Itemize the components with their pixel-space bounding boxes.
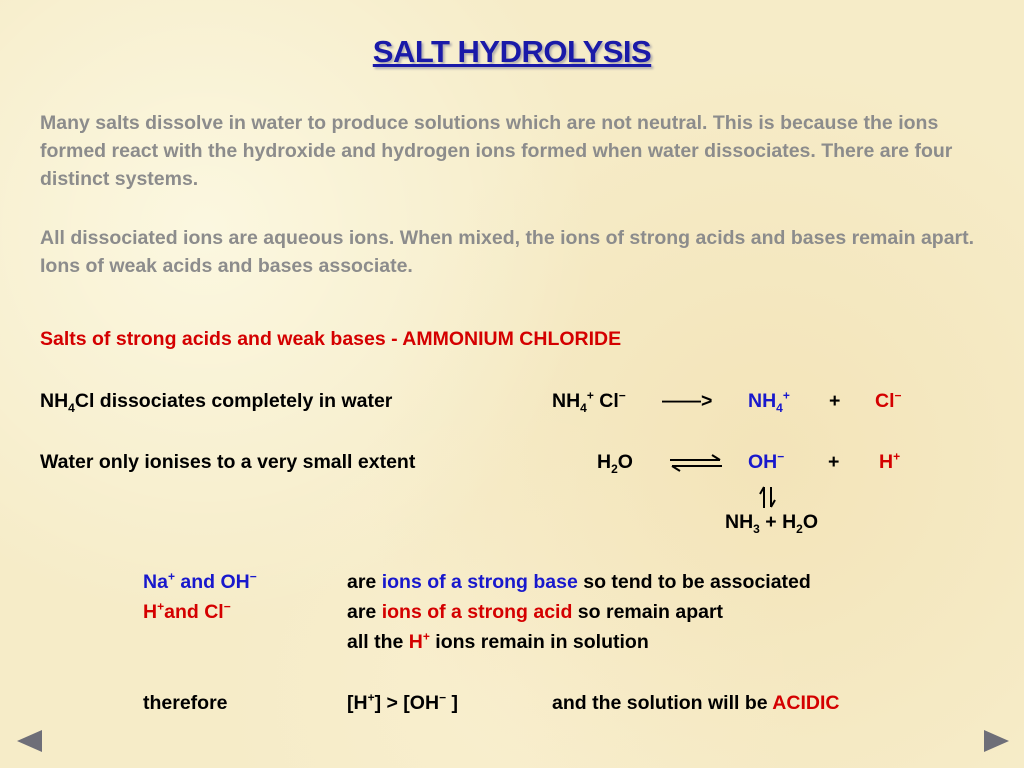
association-product: $NH_3 + H_2O$ — [725, 511, 819, 536]
intro-paragraph-1: Many salts dissolve in water to produce solutions which are not neutral. This is because the ions formed react with the hydroxide and hydrogen ions formed when water dissociates. There are four distinct systems. — [40, 112, 953, 190]
strong-base-ions: Na+ and OH− — [143, 569, 257, 593]
equilibrium-arrow-icon — [668, 454, 724, 472]
dissociation-reactant: $NH_4^+$ Cl− — [552, 388, 626, 415]
strong-acid-ions: H+and Cl− — [143, 599, 231, 623]
water-plus: + — [828, 451, 840, 473]
vertical-equilibrium-arrow-icon — [758, 484, 778, 510]
water-label: Water only ionises to a very small extent — [40, 451, 416, 473]
page-title: SALT HYDROLYSIS — [372, 34, 652, 69]
dissociation-label: $NH_4Cl$ dissociates completely in water — [40, 390, 393, 415]
conclusion-statement: and the solution will be ACIDIC — [552, 692, 840, 714]
therefore-label: therefore — [143, 692, 228, 714]
hydrogen-ions-statement: all the H+ ions remain in solution — [347, 629, 649, 653]
previous-arrow-icon[interactable] — [14, 728, 44, 754]
strong-base-statement: are ions of a strong base so tend to be associated — [347, 571, 811, 593]
dissociation-plus: + — [829, 390, 841, 412]
section-heading: Salts of strong acids and weak bases - AMMONIUM CHLORIDE — [40, 328, 622, 350]
water-reactant: $H_2O$ — [597, 451, 633, 476]
water-product-hydrogen: H+ — [879, 449, 901, 473]
strong-acid-statement: are ions of a strong acid so remain apart — [347, 601, 724, 623]
next-arrow-icon[interactable] — [982, 728, 1012, 754]
intro-paragraph-2: All dissociated ions are aqueous ions. When mixed, the ions of strong acids and bases remain apart. Ions of weak acids and bases associate. — [40, 227, 975, 277]
water-product-hydroxide: OH− — [748, 449, 785, 473]
dissociation-arrow: ——> — [662, 390, 713, 412]
dissociation-product-chloride: Cl− — [875, 388, 902, 412]
concentration-comparison: [H+] > [OH− ] — [347, 690, 458, 714]
dissociation-product-ammonium: $NH_4^+$ — [748, 388, 790, 415]
